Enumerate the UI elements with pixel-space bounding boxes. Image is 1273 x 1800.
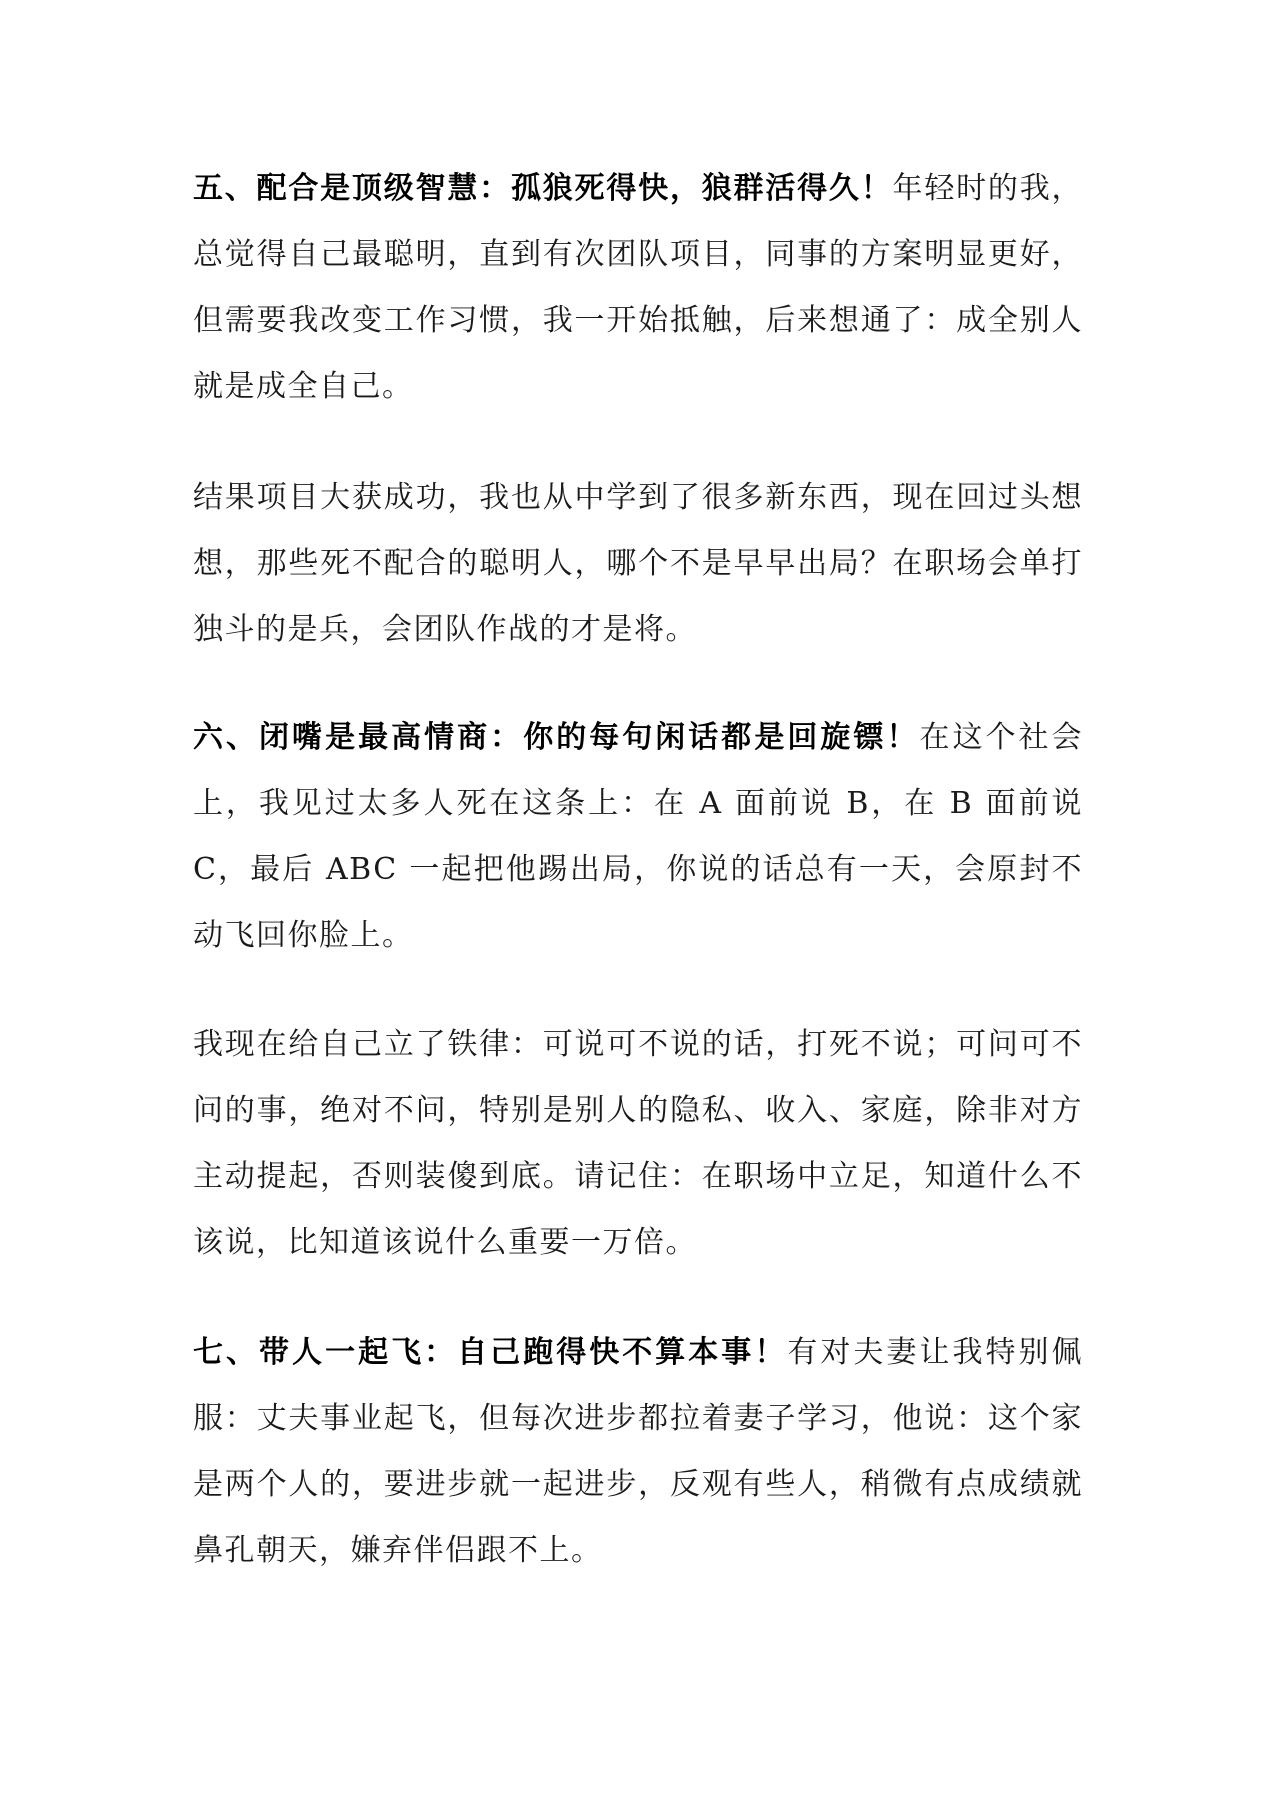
section-heading-seven: 七、带人一起飞：自己跑得快不算本事！ xyxy=(193,1335,788,1370)
section-heading-six: 六、闭嘴是最高情商：你的每句闲话都是回旋镖！ xyxy=(193,720,920,755)
paragraph-body: 在这个社会上，我见过太多人死在这条上：在 A 面前说 B，在 B 面前说 C，最后 ABC 一起把他踢出局，你说的话总有一天，会原封不动飞回你脸上。 xyxy=(193,720,1084,953)
paragraph-section-five xyxy=(193,156,1083,420)
paragraph-body: 年轻时的我，总觉得自己最聪明，直到有次团队项目，同事的方案明显更好，但需要我改变工作习惯，我一开始抵触，后来想通了：成全别人就是成全自己。 xyxy=(193,171,1084,404)
paragraph-section-five-continued xyxy=(193,465,1083,663)
paragraph-body: 结果项目大获成功，我也从中学到了很多新东西，现在回过头想想，那些死不配合的聪明人，哪个不是早早出局？在职场会单打独斗的是兵，会团队作战的才是将。 xyxy=(193,480,1083,647)
paragraph-body: 有对夫妻让我特别佩服：丈夫事业起飞，但每次进步都拉着妻子学习，他说：这个家是两个人的，要进步就一起进步，反观有些人，稍微有点成绩就鼻孔朝天，嫌弃伴侣跟不上。 xyxy=(193,1335,1084,1568)
paragraph-section-six-continued xyxy=(193,1012,1083,1276)
paragraph-section-six xyxy=(193,705,1083,969)
paragraph-body: 我现在给自己立了铁律：可说可不说的话，打死不说；可问可不问的事，绝对不问，特别是别人的隐私、收入、家庭，除非对方主动提起，否则装傻到底。请记住：在职场中立足，知道什么不该说，比知道该说什么重要一万倍。 xyxy=(193,1027,1083,1260)
paragraph-section-seven xyxy=(193,1320,1083,1584)
section-heading-five: 五、配合是顶级智慧：孤狼死得快，狼群活得久！ xyxy=(193,171,893,206)
